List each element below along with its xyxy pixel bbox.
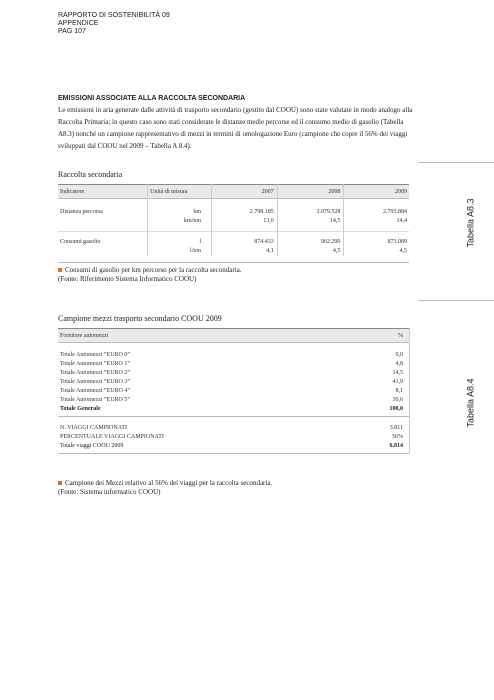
- value-2009: 14,4: [396, 218, 408, 224]
- trip-row: [58, 433, 409, 442]
- trip-row-value: 3.811: [389, 425, 403, 431]
- table-row-label: Totale Automezzi “EURO 0”: [60, 352, 131, 358]
- trip-row-label: PERCENTUALE VIAGGI CAMPIONATI: [60, 434, 164, 440]
- table-row-label: Totale Automezzi “EURO 4”: [60, 388, 131, 394]
- table2-note: [58, 479, 272, 497]
- value-2009: 873.089: [387, 239, 408, 245]
- table1-header-unita: Unità di misura: [150, 188, 188, 195]
- table1-header-indicatore: Indicatore: [60, 188, 85, 195]
- unit: l: [199, 239, 202, 245]
- table2-note-text: Campione dei Mezzi relativo al 56% dei viaggi per la raccolta secondaria.: [65, 479, 273, 487]
- page-number: PAG 107: [58, 28, 86, 35]
- trip-row: [58, 424, 409, 433]
- side-divider-1: [418, 162, 494, 163]
- total-label: Totale Generale: [60, 406, 101, 412]
- orange-square-icon: [58, 481, 62, 485]
- trip-row-label: N. VIAGGI CAMPIONATI: [60, 425, 128, 431]
- value-2007: 4,1: [266, 248, 274, 254]
- orange-square-icon: [58, 268, 62, 272]
- table2-bottom-border: [58, 453, 409, 454]
- table2-right-border: [409, 328, 410, 454]
- value-2007: 2.798.185: [249, 209, 274, 215]
- trips-total-row: [58, 442, 409, 451]
- table-row: [58, 387, 409, 396]
- table-row: [58, 199, 409, 226]
- value-2008: 4,5: [332, 248, 341, 254]
- unit: km/ton: [184, 218, 202, 224]
- value-2008: 3.079.528: [316, 209, 341, 215]
- value-2007: 874.433: [254, 239, 274, 245]
- table1-source: (Fonte: Riferimento Sistema Informatico COOU): [58, 275, 197, 283]
- table-row-label: Totale Automezzi “EURO 5”: [60, 397, 131, 403]
- table1-col-separator: [147, 184, 148, 256]
- table1-side-label: Tabella A8.3: [465, 198, 476, 248]
- table1-header-2009: 2009: [395, 188, 408, 195]
- value-2008: 962.290: [320, 239, 341, 245]
- table-campione-mezzi: [58, 314, 409, 454]
- table2-caption: Campione mezzi trasporto secondario COOU 2009: [58, 314, 409, 329]
- total-value: 100,0: [389, 406, 403, 412]
- table1-header-row: [58, 185, 409, 199]
- trips-total-label: Totale viaggi COOU 2009: [60, 443, 124, 449]
- table1-note: [58, 266, 242, 284]
- row-indicator: Consumi gasolio: [60, 239, 101, 245]
- trips-total-value: 6.814: [389, 443, 403, 449]
- table1-col-separator: [343, 184, 344, 256]
- table2-total-row: [58, 405, 409, 414]
- table-row-label: Totale Automezzi “EURO 1”: [60, 361, 131, 367]
- table-row: [58, 232, 409, 256]
- table2-trips: [58, 424, 409, 442]
- table-row-value: 41,9: [392, 379, 403, 385]
- table1-header-2008: 2008: [328, 188, 341, 195]
- table-row-value: 4,8: [395, 361, 403, 367]
- table-row-value: 8,1: [395, 388, 403, 394]
- section-name: APPENDICE: [58, 20, 99, 27]
- table-row: [58, 378, 409, 387]
- table1-col-separator: [211, 184, 212, 256]
- value-2009: 2.793.884: [383, 209, 408, 215]
- row-indicator: Distanza percorsa: [60, 209, 103, 215]
- intro-paragraph: Le emissioni in aria generate dalle attività di trasporto secondario (gestito dal COOU) sono state valutate in modo analogo alla Raccolta Primaria; in questo caso sono stati considerate le distanze medie percorse ed il consumo medio di gasolio (Tabella A8.3) nonché un campione rappresentativo di mezzi in termini di omologazione Euro (campione che copre il 56% dei viaggi sviluppati dal COOU nel 2009 – Tabella A 8.4).: [58, 106, 413, 150]
- table-row: [58, 351, 409, 360]
- table2-rows: [58, 351, 409, 405]
- value-2009: 4,5: [399, 248, 408, 254]
- table-row: [58, 369, 409, 378]
- table-row: [58, 360, 409, 369]
- value-2008: 14,5: [329, 218, 341, 224]
- table2-header-row: [58, 329, 409, 343]
- unit: l/ton: [190, 248, 202, 254]
- table1-note-text: Consumi di gasolio per km percorso per la raccolta secondaria.: [65, 266, 242, 274]
- value-2007: 13,0: [263, 218, 274, 224]
- table-row-value: 14,5: [392, 370, 403, 376]
- trip-row-value: 56%: [392, 434, 403, 440]
- table-raccolta-secondaria: [58, 170, 409, 263]
- report-title: RAPPORTO DI SOSTENIBILITÀ 09: [58, 12, 170, 19]
- table1-col-separator: [277, 184, 278, 256]
- table1-bottom-border: [58, 262, 409, 263]
- side-divider-2: [418, 300, 494, 301]
- table2-source: (Fonte: Sistema informatico COOU): [58, 488, 161, 496]
- table-row: [58, 396, 409, 405]
- table-row-value: 30,6: [392, 397, 403, 403]
- unit: km: [193, 209, 202, 215]
- table1-header-2007: 2007: [261, 188, 274, 195]
- table2-header-fornitore: Fornitore automezzi: [60, 332, 109, 339]
- table-row-value: 0,0: [395, 352, 403, 358]
- table2-side-label: Tabella A8.4: [465, 378, 476, 428]
- page-header: [58, 12, 170, 36]
- table2-header-percent: %: [398, 332, 403, 339]
- table1-caption: Raccolta secondaria: [58, 170, 409, 185]
- table-row-label: Totale Automezzi “EURO 3”: [60, 379, 131, 385]
- section-title: EMISSIONI ASSOCIATE ALLA RACCOLTA SECONDARIA: [58, 95, 246, 102]
- table-row-label: Totale Automezzi “EURO 2”: [60, 370, 131, 376]
